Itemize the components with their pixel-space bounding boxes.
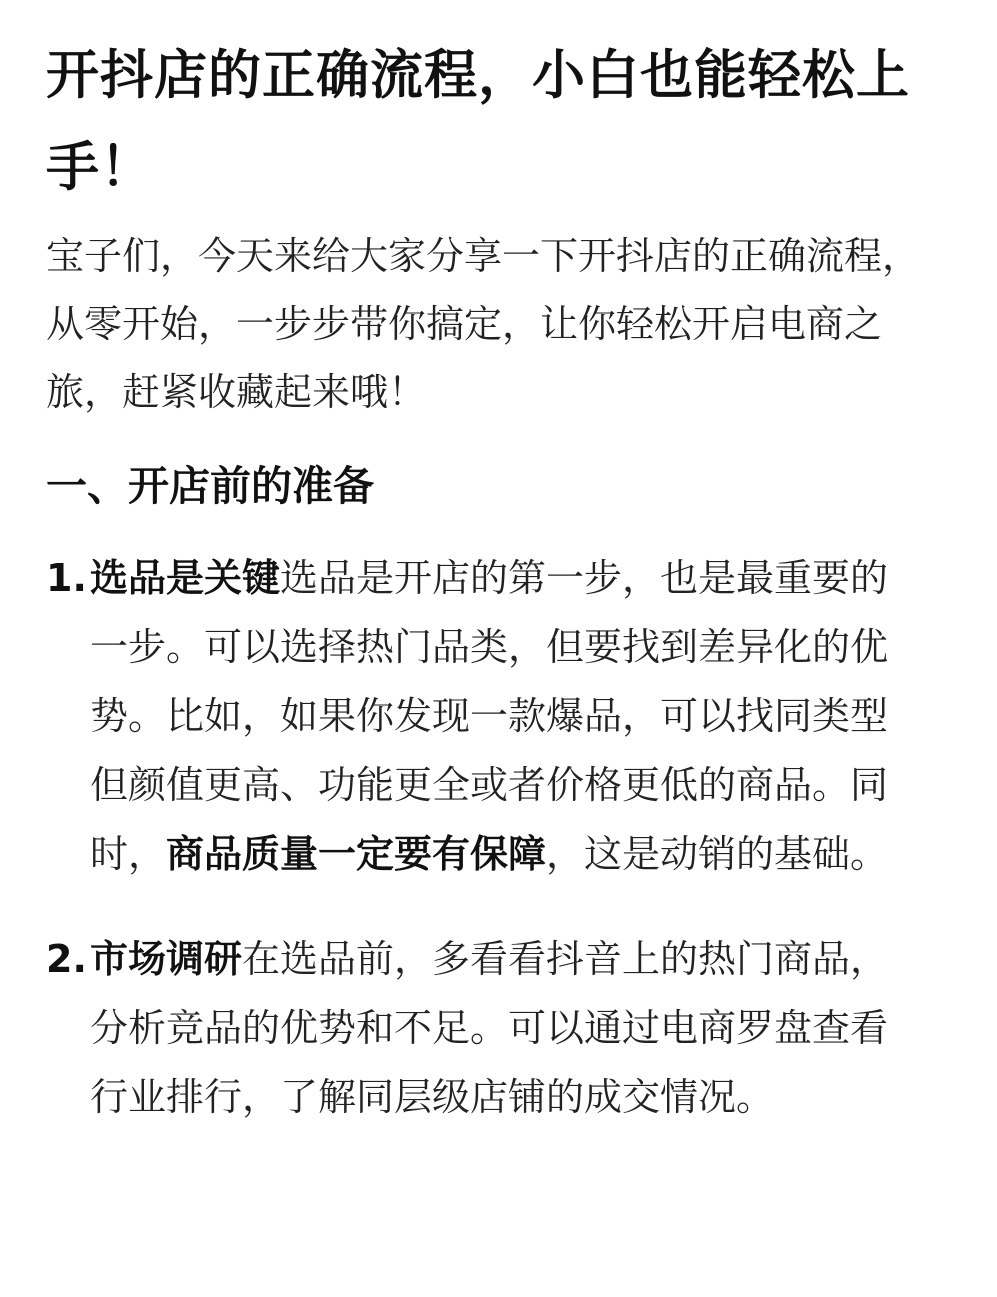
article-title: 开抖店的正确流程，小白也能轻松上手！ xyxy=(46,45,910,198)
list-item-text: 在选品前，多看看抖音上的热门商品，分析竞品的优势和不足。可以通过电商罗盘查看行业排行，了解同层级店铺的成交情况。 xyxy=(90,937,889,1119)
list-item-number: 2. xyxy=(46,937,87,981)
section-heading: 一、开店前的准备 xyxy=(46,462,374,510)
list-item xyxy=(46,544,923,889)
list-item-text: 选品是开店的第一步，也是最重要的一步。可以选择热门品类，但要找到差异化的优势。比如，如果你发现一款爆品，可以找同类型但颜值更高、功能更全或者价格更低的商品。同时， xyxy=(90,556,889,876)
list-item xyxy=(46,925,923,1132)
list-item-title: 市场调研 xyxy=(90,937,243,981)
list-item-emphasis: 商品质量一定要有保障 xyxy=(166,832,547,876)
list-item-text-end: ，这是动销的基础。 xyxy=(546,832,889,876)
intro-paragraph: 宝子们，今天来给大家分享一下开抖店的正确流程，从零开始，一步步带你搞定，让你轻松开启电商之旅，赶紧收藏起来哦！ xyxy=(46,234,921,414)
list-item-number: 1. xyxy=(46,556,87,600)
list-item-title: 选品是关键 xyxy=(90,556,281,600)
